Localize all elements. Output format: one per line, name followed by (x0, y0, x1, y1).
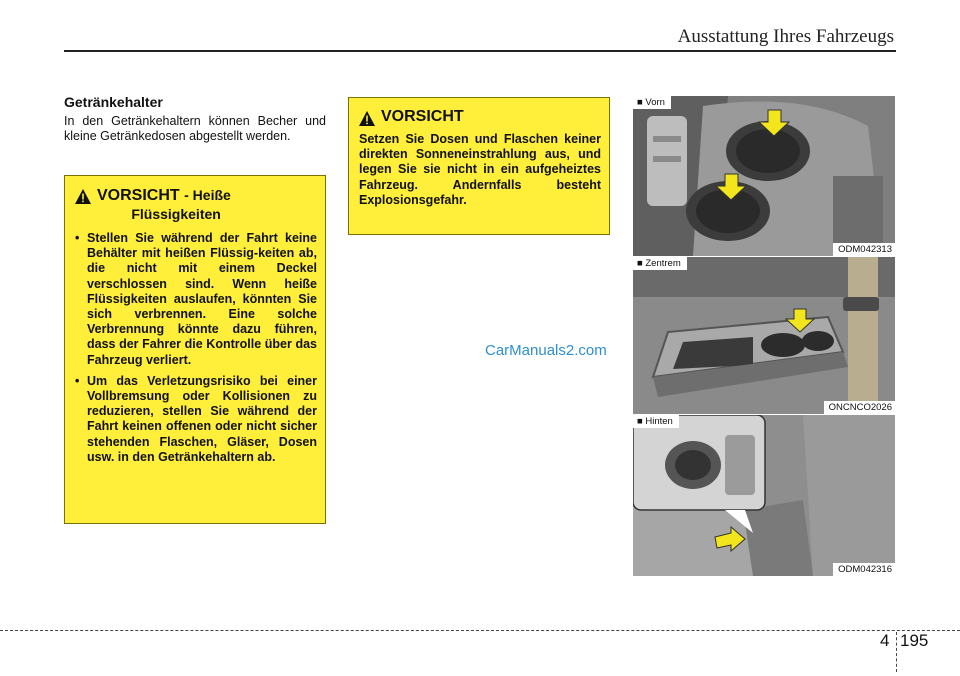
photo-front-cupholder (633, 96, 895, 256)
chapter-number: 4 (880, 631, 890, 650)
caution-subtitle-2: Flüssigkeiten (131, 206, 221, 222)
photo-label: ■ Hinten (633, 415, 679, 428)
section-title: Getränkehalter (64, 94, 163, 110)
center-cupholder-illustration (633, 257, 895, 414)
photo-label: ■ Zentrem (633, 257, 687, 270)
intro-paragraph: In den Getränkehaltern können Becher und kleine Getränkedosen abgestellt werden. (64, 114, 326, 143)
caution-bullet: • Um das Verletzungsrisiko bei einer Vollbremsung oder Kollisionen zu reduzieren, stellen Sie während der Fahrt keinen offenen oder nicht sicher stehenden Flaschen, Gläser, Dosen usw. in den Getränkehaltern ab. (75, 374, 317, 465)
watermark-link[interactable]: CarManuals2.com (485, 342, 607, 359)
caution-bullet: • Stellen Sie während der Fahrt keine Behälter mit heißen Flüssig-keiten ab, die nicht mit einem Deckel verschlossen sind. Wenn heiße Flüssigkeiten auslaufen, könnten Sie sich verbrennen. Eine solche Verbrennung könnte dazu führen, dass der Fahrer die Kontrolle über das Fahrzeug verliert. (75, 231, 317, 368)
caution-subtitle-1: - Heiße (184, 187, 231, 203)
page-divider (896, 632, 898, 672)
photo-center-cupholder (633, 257, 895, 414)
caution-heading (359, 108, 601, 126)
caution-heading (75, 186, 317, 223)
photo-code: ODM042313 (833, 243, 895, 256)
warning-triangle-icon (75, 189, 91, 204)
caution-bullet-list (75, 231, 317, 465)
caution-box-hot-liquids (64, 175, 326, 524)
photo-label: ■ Vorn (633, 96, 671, 109)
footer-rule (0, 630, 960, 631)
photo-code: ONCNCO2026 (824, 401, 895, 414)
running-header: Ausstattung Ihres Fahrzeugs (677, 26, 894, 47)
rear-cupholder-illustration (633, 415, 895, 576)
page-number: 195 (900, 631, 929, 650)
caution-box-sunlight (348, 97, 610, 235)
photo-code: ODM042316 (833, 563, 895, 576)
header-rule (64, 50, 896, 52)
photo-rear-cupholder (633, 415, 895, 576)
caution-text: Setzen Sie Dosen und Flaschen keiner direkten Sonneneinstrahlung aus, und legen Sie sie nicht in ein aufgeheiztes Fahrzeug. Andernfalls besteht Explosionsgefahr. (359, 132, 601, 207)
caution-word: VORSICHT (381, 108, 464, 125)
front-cupholder-illustration (633, 96, 895, 256)
warning-triangle-icon (359, 111, 375, 126)
caution-word: VORSICHT (97, 187, 180, 204)
